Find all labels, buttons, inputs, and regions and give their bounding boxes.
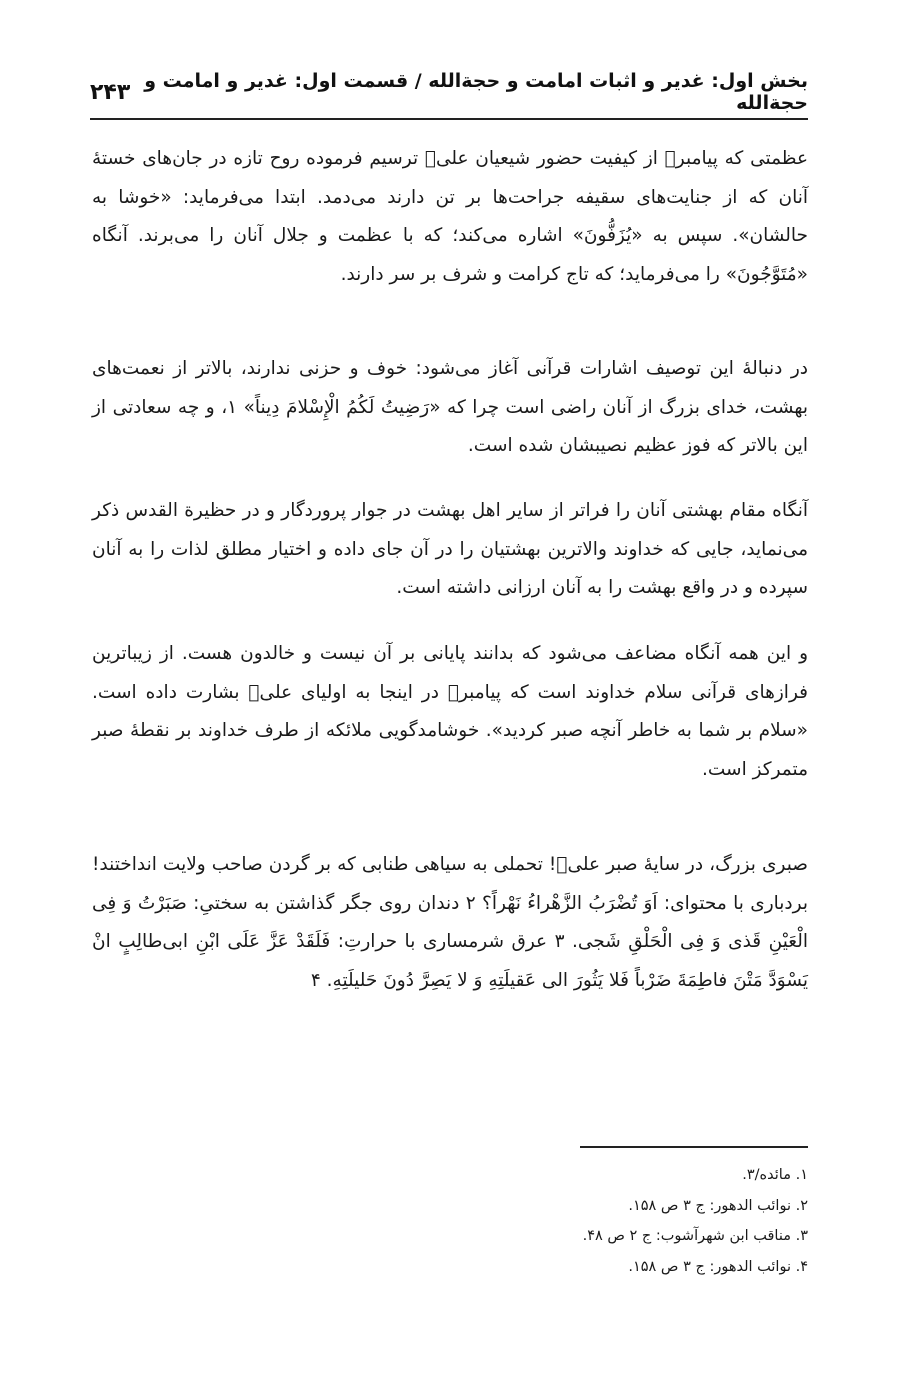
footnote-1: ۱. مائده/۳. — [742, 1167, 808, 1183]
footnote-divider — [580, 1146, 808, 1148]
footnotes — [308, 1160, 808, 1282]
header-title: بخش اول: غدیر و اثبات امامت و حجةالله / قسمت اول: غدیر و امامت و حجةالله — [144, 70, 808, 114]
paragraph-1: عظمتی که پیامبرﷺ از کیفیت حضور شیعیان علیؑ ترسیم فرموده روح تازه در جان‌های خستهٔ آنان که از جنایت‌های سقیفه جراحت‌ها بر تن دارند می‌دمد. ابتدا می‌فرماید: «خوشا به حالشان». سپس به «یُزَفُّونَ» اشاره می‌کند؛ که با عظمت و جلال آنان را می‌برند. آنگاه «مُتَوَّجُونَ» را می‌فرماید؛ که تاج کرامت و شرف بر سر دارند. — [92, 148, 808, 285]
running-header — [90, 72, 808, 112]
footnote-4: ۴. نوائب الدهور: ج ۳ ص ۱۵۸. — [628, 1258, 808, 1275]
paragraph-5: صبری بزرگ، در سایهٔ صبر علیؑ! تحملی به سیاهی طنابی که بر گردن صاحب ولایت انداختند! بردباری با محتوای: اَوَ تُضْرَبُ الزَّهْراءُ نَهْراً؟ ۲ دندان روی جگر گذاشتن به سختیِ: صَبَرْتُ وَ فِی الْعَیْنِ قَذی وَ فِی الْحَلْقِ شَجی. ۳ عرق شرمساری با حرارتِ: فَلَقَدْ عَزَّ عَلَی ابْنِ ابی‌طالِبٍ انْ یَسْوَدَّ مَتْنَ فاطِمَةَ ضَرْباً فَلا یَثُورَ الی عَقیلَتِهِ وَ لا یَصِرَّ دُونَ حَلیلَتِهِ. ۴ — [92, 854, 809, 991]
paragraph-3: آنگاه مقام بهشتی آنان را فراتر از سایر اهل بهشت در جوار پروردگار و در حظیرة القدس ذکر می‌نماید، جایی که خداوند والاترین بهشتیان را در آن جای داده و اختیار مطلق لذات را به آنان سپرده و در واقع بهشت را به آنان ارزانی داشته است. — [92, 500, 808, 599]
paragraph-4: و این همه آنگاه مضاعف می‌شود که بدانند پایانی بر آن نیست و خالدون هست. از زیباترین فرازهای قرآنی سلام خداوند است که پیامبرﷺ در اینجا به اولیای علیؑ بشارت داده است. «سلام بر شما به خاطر آنچه صبر کردید». خوشامدگویی ملائکه از طرف خداوند بر نقطهٔ صبر متمرکز است. — [92, 643, 808, 780]
paragraph-2: در دنبالهٔ این توصیف اشارات قرآنی آغاز می‌شود: خوف و حزنی ندارند، بالاتر از نعمت‌های بهشت، خدای بزرگ از آنان راضی است چرا که «رَضِیتُ لَکُمُ الْإِسْلامَ دِیناً» ۱، و چه سعادتی از این بالاتر که فوز عظیم نصیبشان شده است. — [92, 358, 808, 457]
footnote-2: ۲. نوائب الدهور: ج ۳ ص ۱۵۸. — [628, 1197, 808, 1214]
page-number: ۲۴۳ — [90, 79, 131, 105]
footnote-3: ۳. مناقب ابن شهرآشوب: ج ۲ ص ۴۸. — [582, 1228, 808, 1244]
header-divider — [90, 118, 808, 120]
